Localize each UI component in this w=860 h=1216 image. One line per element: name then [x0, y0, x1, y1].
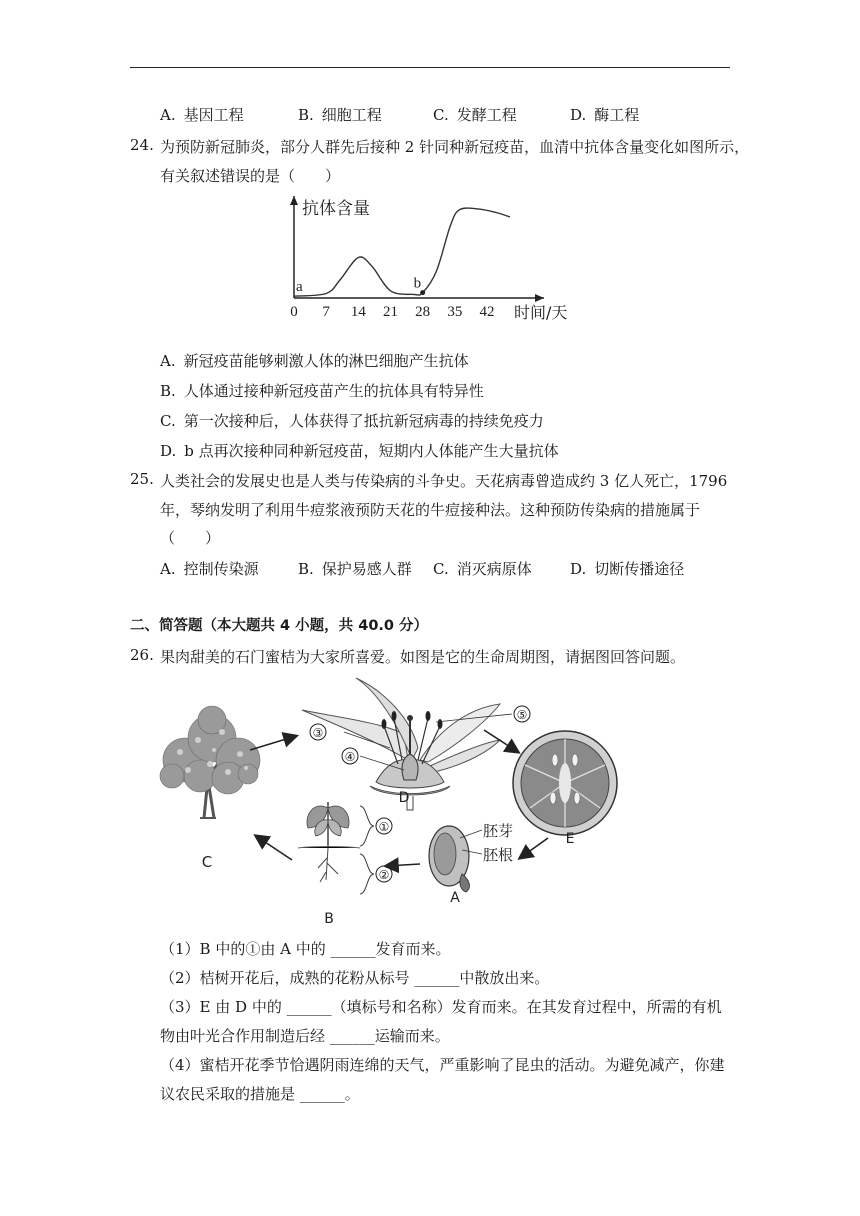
q25-option-b[interactable]: B. 保护易感人群 — [298, 560, 412, 578]
marker-1 — [376, 818, 392, 834]
q25-stem-line2: 年，琴纳发明了利用牛痘浆液预防天花的牛痘接种法。这种预防传染病的措施属于 — [160, 501, 701, 519]
x-axis-arrow — [535, 294, 544, 302]
x-tick-label: 28 — [415, 304, 431, 320]
marker-4 — [342, 748, 358, 764]
q24-option-c[interactable]: C. 第一次接种后，人体获得了抵抗新冠病毒的持续免疫力 — [160, 412, 544, 430]
q23-option-d[interactable]: D. 酶工程 — [570, 106, 640, 124]
arrow-c-to-d — [250, 736, 296, 750]
x-tick-label: 0 — [290, 304, 298, 320]
header-rule — [130, 67, 730, 68]
antibody-curve — [294, 208, 510, 296]
label-D: D — [398, 790, 410, 806]
arrow-a-to-b — [386, 864, 420, 866]
q26-stem: 果肉甜美的石门蜜桔为大家所喜爱。如图是它的生命周期图，请据图回答问题。 — [160, 648, 686, 666]
q24-option-d[interactable]: D. b 点再次接种同种新冠疫苗，短期内人体能产生大量抗体 — [160, 442, 559, 460]
point-a-label: a — [296, 279, 303, 296]
q24-option-b[interactable]: B. 人体通过接种新冠疫苗产生的抗体具有特异性 — [160, 382, 484, 400]
q25-option-a[interactable]: A. 控制传染源 — [160, 560, 259, 578]
label-B: B — [324, 911, 334, 927]
q25-option-c[interactable]: C. 消灭病原体 — [433, 560, 532, 578]
svg-text:⑤: ⑤ — [516, 708, 528, 722]
q23-option-c[interactable]: C. 发酵工程 — [433, 106, 517, 124]
seed-illustration — [429, 826, 482, 892]
x-tick-label: 21 — [383, 304, 399, 320]
svg-text:④: ④ — [344, 750, 356, 764]
x-tick-label: 35 — [447, 304, 463, 320]
marker-2 — [376, 866, 392, 882]
q25-stem-line3: （ ） — [160, 529, 221, 547]
arrow-b-to-c — [256, 836, 292, 860]
x-tick-label: 14 — [350, 304, 366, 320]
q24-stem-line2: 有关叙述错误的是（ ） — [160, 167, 341, 185]
q26-subq-4-line2: 议农民采取的措施是 ______。 — [160, 1085, 360, 1103]
q26-subq-1: （1）B 中的①由 A 中的 ______发育而来。 — [160, 940, 451, 958]
q23-option-b[interactable]: B. 细胞工程 — [298, 106, 382, 124]
section-title: 二、简答题（本大题共 4 小题，共 40.0 分） — [130, 618, 429, 634]
marker-5 — [514, 706, 530, 722]
q24-stem-line1: 为预防新冠肺炎，部分人群先后接种 2 针同种新冠疫苗，血清中抗体含量变化如图所示， — [160, 138, 750, 156]
orange-cross-section — [513, 731, 617, 835]
label-C: C — [201, 853, 213, 871]
q23-option-a[interactable]: A. 基因工程 — [160, 106, 244, 124]
antibody-chart — [0, 190, 860, 350]
q26-number: 26. — [130, 646, 154, 664]
y-axis-label: 抗体含量 — [302, 199, 370, 219]
point-b-label: b — [413, 275, 422, 292]
x-axis-label: 时间/天 — [514, 303, 568, 322]
label-A: A — [450, 890, 460, 906]
q26-subq-3-line2: 物由叶光合作用制造后经 ______运输而来。 — [160, 1027, 450, 1045]
orange-lifecycle-figure — [0, 668, 860, 933]
arrow-e-to-a — [520, 838, 548, 858]
q24-option-a[interactable]: A. 新冠疫苗能够刺激人体的淋巴细胞产生抗体 — [160, 352, 469, 370]
seedling-illustration — [298, 802, 374, 894]
label-embryo-root: 胚根 — [483, 846, 514, 864]
q25-stem-line1: 人类社会的发展史也是人类与传染病的斗争史。天花病毒曾造成约 3 亿人死亡，1796 — [160, 472, 728, 490]
q25-option-d[interactable]: D. 切断传播途径 — [570, 560, 685, 578]
marker-3 — [310, 724, 326, 740]
q24-number: 24. — [130, 136, 154, 154]
q26-subq-2: （2）桔树开花后，成熟的花粉从标号 ______中散放出来。 — [160, 969, 550, 987]
x-tick-label: 7 — [322, 304, 330, 320]
svg-text:①: ① — [378, 820, 390, 834]
svg-text:②: ② — [378, 868, 390, 882]
q25-number: 25. — [130, 470, 154, 488]
q26-subq-4-line1: （4）蜜桔开花季节恰遇阴雨连绵的天气，严重影响了昆虫的活动。为避免减产，你建 — [160, 1056, 725, 1074]
tree-illustration — [160, 706, 260, 818]
x-tick-label: 42 — [479, 304, 495, 320]
y-axis-arrow — [290, 196, 298, 205]
label-embryo-bud: 胚芽 — [483, 822, 514, 840]
label-E: E — [565, 831, 575, 847]
svg-text:③: ③ — [312, 726, 324, 740]
q26-subq-3-line1: （3）E 由 D 中的 ______（填标号和名称）发育而来。在其发育过程中，所需的有机 — [160, 998, 722, 1016]
